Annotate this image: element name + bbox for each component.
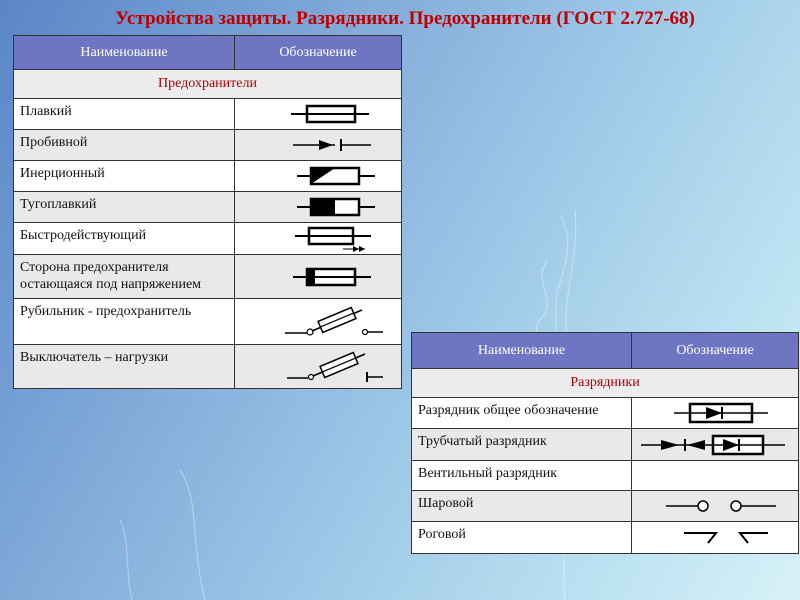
tubular-arrester-symbol-icon: [635, 432, 795, 458]
arrester-symbol-icon: [650, 400, 780, 426]
fuse-symbol-icon: [253, 101, 383, 127]
row-name: Выключатель – нагрузки: [14, 345, 235, 389]
column-header-symbol: Обозначение: [632, 333, 799, 369]
refractory-fuse-symbol-icon: [253, 194, 383, 220]
ball-arrester-symbol-icon: [650, 493, 780, 519]
row-name: Рубильник - предохранитель: [14, 299, 235, 345]
inertial-fuse-symbol-icon: [253, 163, 383, 189]
table-row: [14, 99, 402, 130]
column-header-name: Наименование: [14, 36, 235, 70]
table-row: [14, 161, 402, 192]
row-name: Шаровой: [412, 491, 632, 522]
row-name: Трубчатый разрядник: [412, 429, 632, 461]
table-row: [412, 491, 799, 522]
column-header-name: Наименование: [412, 333, 632, 369]
table-row: [14, 299, 402, 345]
row-name: Сторона предохранителя остающаяся под напряжением: [14, 255, 235, 299]
table-row: [14, 223, 402, 255]
row-name: Роговой: [412, 522, 632, 554]
row-name: Быстродействующий: [14, 223, 235, 255]
table-row: [14, 345, 402, 389]
table-row: [412, 461, 799, 491]
fuses-table: [13, 35, 402, 389]
row-name: Плавкий: [14, 99, 235, 130]
breakdown-fuse-symbol-icon: [253, 132, 383, 158]
arresters-table: [411, 332, 799, 554]
table-row: [412, 429, 799, 461]
horn-arrester-symbol-icon: [650, 525, 780, 551]
table-row: [412, 398, 799, 429]
empty-symbol-cell: [632, 461, 799, 491]
column-header-symbol: Обозначение: [235, 36, 402, 70]
row-name: Вентильный разрядник: [412, 461, 632, 491]
section-title-fuses: Предохранители: [14, 70, 402, 99]
fast-acting-fuse-symbol-icon: [253, 224, 383, 254]
live-side-fuse-symbol-icon: [253, 264, 383, 290]
row-name: Тугоплавкий: [14, 192, 235, 223]
row-name: Пробивной: [14, 130, 235, 161]
table-row: [14, 255, 402, 299]
section-title-arresters: Разрядники: [412, 369, 799, 398]
load-switch-fuse-symbol-icon: [253, 347, 383, 387]
section-row: [14, 70, 402, 99]
section-row: [412, 369, 799, 398]
page-title: Устройства защиты. Разрядники. Предохранители (ГОСТ 2.727-68): [115, 8, 695, 29]
table-row: [14, 130, 402, 161]
table-row: [412, 522, 799, 554]
table-header-row: [412, 333, 799, 369]
row-name: Разрядник общее обозначение: [412, 398, 632, 429]
table-row: [14, 192, 402, 223]
table-header-row: [14, 36, 402, 70]
row-name: Инерционный: [14, 161, 235, 192]
switch-fuse-symbol-icon: [253, 302, 383, 342]
